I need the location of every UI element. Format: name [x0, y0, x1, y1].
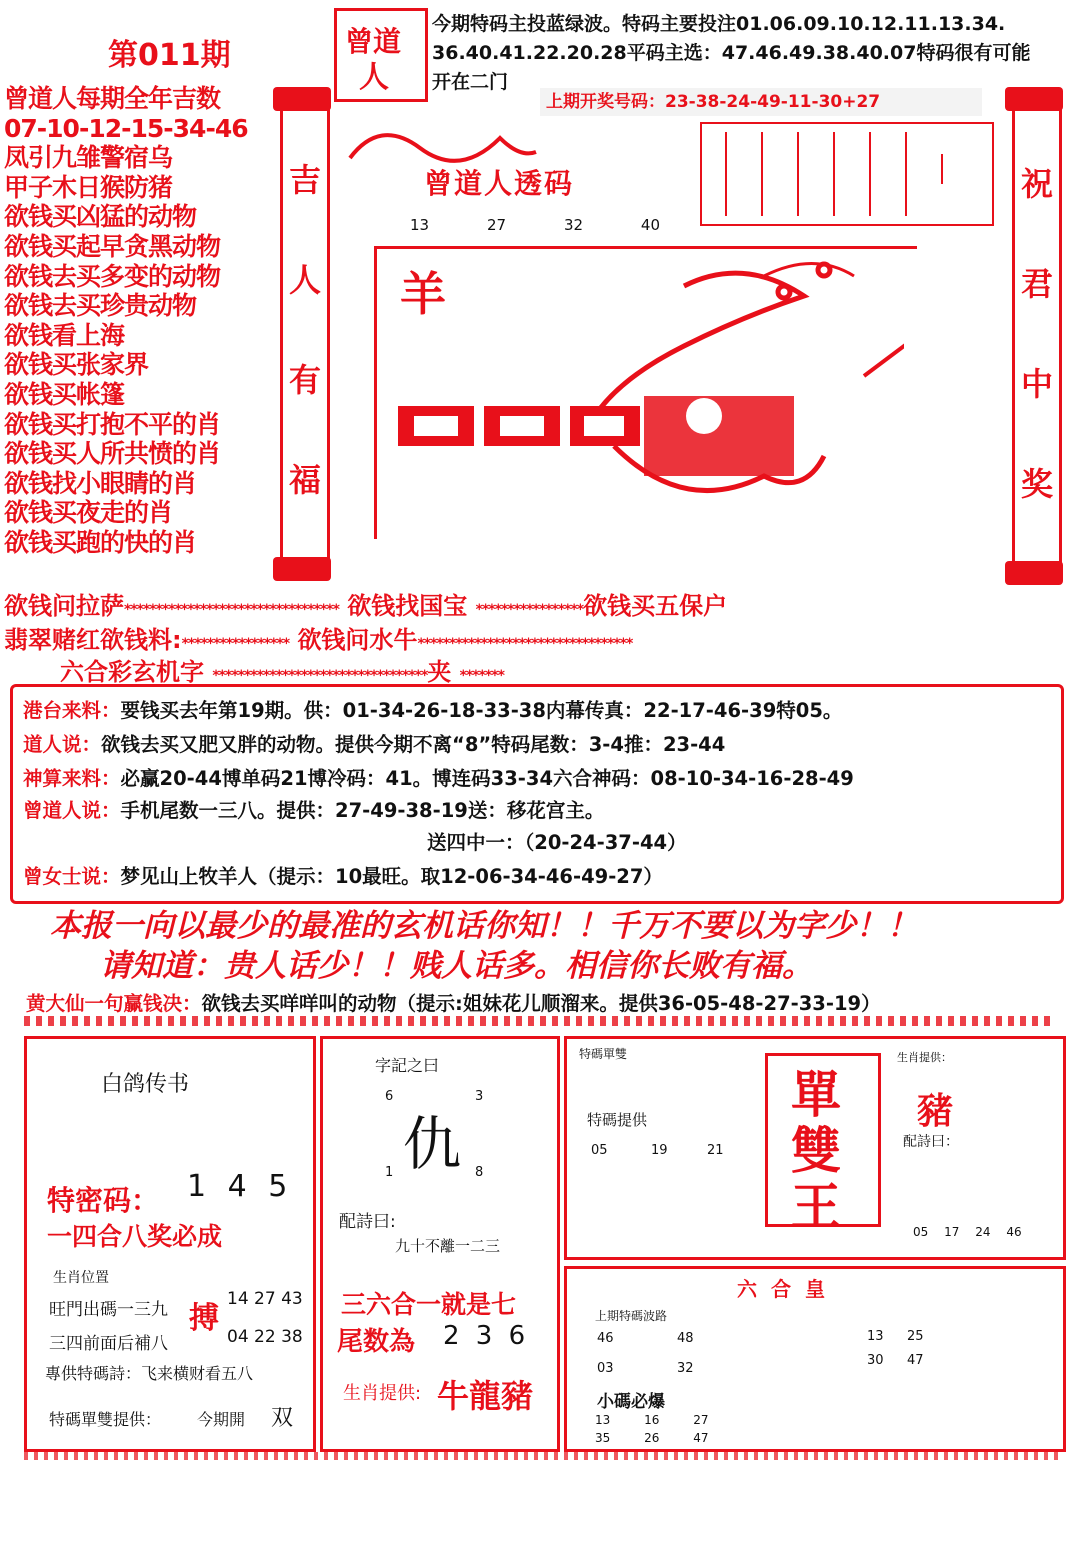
zodiac-goat: 羊 — [400, 267, 446, 321]
right-scroll — [1012, 96, 1062, 576]
liuhe-grid: 48 — [677, 1331, 694, 1346]
king-bottom: 05 17 24 46 — [913, 1225, 1022, 1239]
riddle-text: 欲钱问水牛 — [297, 626, 418, 654]
liuhe-grid2: 30 — [867, 1353, 884, 1368]
left-line: 欲钱买帐篷 — [4, 379, 125, 409]
info-line: 曾道人说：手机尾数一三八。提供：27-49-38-19送：移花宫主。 — [23, 799, 605, 822]
pigeon-line: 三四前面后補八 — [49, 1334, 168, 1354]
king-char: 雙 — [791, 1122, 841, 1180]
liuhe-grid2: 25 — [907, 1329, 924, 1344]
king-side-poem: 配詩曰： — [903, 1134, 959, 1150]
left-line: 07-10-12-15-34-46 — [4, 113, 248, 143]
scroll-char: 中 — [1020, 365, 1053, 403]
tail-nums: 2 3 6 — [443, 1321, 530, 1351]
riddle-text: 翡翠赌红欲钱料: — [4, 626, 182, 654]
info-line: 曾女士说：梦见山上牧羊人（提示：10最旺。取12-06-34-46-49-27） — [23, 865, 663, 888]
left-line: 欲钱买凶猛的动物 — [4, 202, 197, 232]
liuhe-title: 六合皇 — [737, 1277, 839, 1301]
riddle-text: 欲钱问拉萨 — [4, 592, 124, 620]
scroll-char: 吉 — [288, 161, 321, 199]
pigeon-title: 白鸽传书 — [101, 1072, 190, 1097]
star-filler: ********************************** — [212, 668, 428, 684]
riddle-text: 六合彩玄机字 — [60, 658, 204, 686]
king-char: 單 — [791, 1066, 841, 1124]
king-side-char: 豬 — [917, 1091, 954, 1132]
left-line: 凤引九雏警宿乌 — [4, 143, 173, 173]
tou-number: 32 — [563, 216, 584, 234]
tou-number: 40 — [640, 216, 660, 234]
tail-label: 尾数為 — [337, 1327, 416, 1357]
liuhe-row: 35 26 47 — [595, 1431, 709, 1445]
char-big: 仇 — [403, 1110, 462, 1178]
char-poem: 九十不離一二三 — [395, 1237, 501, 1255]
header-line-3: 开在二门 — [432, 71, 509, 93]
left-tips-list — [4, 84, 284, 558]
char-title: 字記之曰 — [375, 1056, 440, 1075]
ds-value: 今期開 — [197, 1410, 246, 1429]
king-num: 05 — [591, 1143, 608, 1158]
star-filler: ******* — [459, 668, 504, 684]
header-text — [432, 10, 1072, 97]
left-line: 欲钱买人所共愤的肖 — [4, 439, 221, 469]
liuhe-grid2: 13 — [867, 1329, 884, 1344]
left-line: 欲钱找小眼睛的肖 — [4, 468, 197, 498]
slogan-1: 本报一向以最少的最准的玄机话你知！！千万不要以为字少！！ — [50, 908, 918, 944]
liuhe-row: 13 16 27 — [595, 1413, 709, 1427]
liuhe-panel — [564, 1266, 1066, 1452]
issue-number: 第011期 — [108, 38, 231, 73]
char-num: 1 — [385, 1165, 394, 1180]
star-filler: ***************** — [475, 602, 584, 618]
liuhe-seven: 三六合一就是七 — [341, 1290, 517, 1319]
king-char: 王 — [791, 1178, 841, 1236]
stars-row-3 — [60, 652, 504, 687]
riddle-text: 欲钱找国宝 — [347, 592, 468, 620]
char-poem-label: 配詩曰: — [339, 1212, 396, 1232]
zod-value: 牛龍豬 — [437, 1377, 534, 1415]
star-filler: ***************** — [181, 636, 290, 652]
char-num: 8 — [475, 1165, 484, 1180]
bo-char: 搏 — [189, 1301, 219, 1336]
header-line-1: 今期特码主投蓝绿波。特码主要投注01.06.09.10.12.11.13.34. — [432, 13, 1006, 35]
bottom-border — [24, 1452, 1060, 1460]
illustration-figure — [384, 256, 904, 540]
info-box — [10, 684, 1064, 904]
char-panel — [320, 1036, 560, 1452]
king-num: 19 — [651, 1143, 668, 1158]
left-line: 欲钱买打抱不平的肖 — [4, 409, 221, 439]
riddle-answer: 夹 — [427, 658, 452, 686]
king-panel — [564, 1036, 1066, 1260]
slogan-2: 请知道：贵人话少！！贱人话多。相信你长败有福。 — [100, 948, 813, 984]
tou-number: 27 — [486, 216, 507, 234]
liuhe-grid: 32 — [677, 1361, 694, 1376]
scroll-char: 人 — [288, 261, 321, 299]
pigeon-panel — [24, 1036, 316, 1452]
left-line: 欲钱买起早贪黑动物 — [4, 231, 221, 261]
tou-title: 曾道人透码 — [424, 167, 575, 200]
pigeon-nums: 04 22 38 — [227, 1327, 303, 1347]
left-line: 欲钱买跑的快的肖 — [4, 527, 197, 557]
pos-label: 生肖位置 — [53, 1270, 109, 1286]
tou-number: 13 — [410, 216, 430, 234]
left-line: 甲子木日猴防猪 — [4, 172, 173, 202]
left-line: 欲钱去买珍贵动物 — [4, 291, 197, 321]
header-line-2: 36.40.41.22.20.28平码主选：47.46.49.38.40.07特码很有可能 — [432, 42, 1031, 64]
left-line: 欲钱买夜走的肖 — [4, 498, 173, 528]
divider-pattern — [24, 1016, 1054, 1026]
scroll-char: 君 — [1020, 265, 1053, 303]
info-line: 港台来料：要钱买去年第19期。供：01-34-26-18-33-38内幕传真：22-17-46-39特05。 — [23, 699, 843, 722]
star-filler: ********************************** — [124, 602, 339, 618]
vertical-poem-box — [700, 122, 994, 226]
left-line: 曾道人每期全年吉数 — [4, 84, 221, 113]
liuhe-grid2: 47 — [907, 1353, 924, 1368]
info-line: 送四中一：（20-24-37-44） — [427, 831, 687, 854]
secret-numbers: 1 4 5 — [187, 1169, 294, 1204]
char-num: 3 — [475, 1089, 484, 1104]
huang-line: 黄大仙一句赢钱决：欲钱去买咩咩叫的动物（提示:姐妹花儿顺溜来。提供36-05-48-27-33-19） — [26, 992, 881, 1015]
liuhe-last: 上期特碼波路 — [595, 1309, 668, 1323]
last-draw-numbers: 上期开奖号码：23-38-24-49-11-30+27 — [540, 88, 982, 116]
left-line: 欲钱去买多变的动物 — [4, 261, 221, 291]
left-line: 欲钱买张家界 — [4, 350, 149, 380]
svg-text:曾道: 曾道 — [345, 25, 402, 58]
char-num: 6 — [385, 1089, 394, 1104]
stars-row-1 — [4, 586, 727, 621]
svg-text:人: 人 — [359, 60, 389, 95]
king-num: 21 — [707, 1143, 724, 1158]
ds-result: 双 — [271, 1406, 294, 1431]
liuhe-small: 小碼必爆 — [597, 1392, 665, 1412]
pigeon-line: 旺門出碼一三九 — [49, 1300, 168, 1320]
info-line: 神算来料：必赢20-44博单码21博冷码：41。博连码33-34六合神码：08-10-34-16-28-49 — [23, 767, 854, 790]
combo-text: 一四合八奖必成 — [47, 1222, 223, 1251]
info-line: 道人说：欲钱去买又肥又胖的动物。提供今期不离“8”特码尾数：3-4推：23-44 — [23, 733, 726, 756]
tou-numbers — [410, 216, 660, 234]
pigeon-nums: 14 27 43 — [227, 1289, 303, 1309]
star-filler: ********************************** — [417, 636, 633, 652]
left-scroll — [280, 96, 330, 572]
zod-label: 生肖提供: — [343, 1383, 422, 1404]
king-provide: 特碼提供 — [587, 1111, 648, 1129]
pigeon-poem: 專供特碼詩：飞来横财看五八 — [45, 1364, 254, 1383]
king-title: 特碼單雙 — [579, 1047, 628, 1061]
secret-label: 特密码： — [47, 1184, 160, 1217]
liuhe-grid: 46 — [597, 1331, 614, 1346]
stars-row-2 — [4, 620, 632, 655]
scroll-char: 祝 — [1020, 165, 1053, 203]
logo-seal — [334, 8, 428, 102]
liuhe-grid: 03 — [597, 1361, 614, 1376]
king-side: 生肖提供： — [897, 1051, 952, 1064]
ds-label: 特碼單雙提供： — [49, 1410, 162, 1429]
scroll-char: 奖 — [1020, 465, 1053, 503]
left-line: 欲钱看上海 — [4, 320, 125, 350]
riddle-text: 欲钱买五保户 — [583, 592, 728, 620]
scroll-char: 福 — [288, 461, 321, 499]
scroll-char: 有 — [288, 361, 321, 399]
